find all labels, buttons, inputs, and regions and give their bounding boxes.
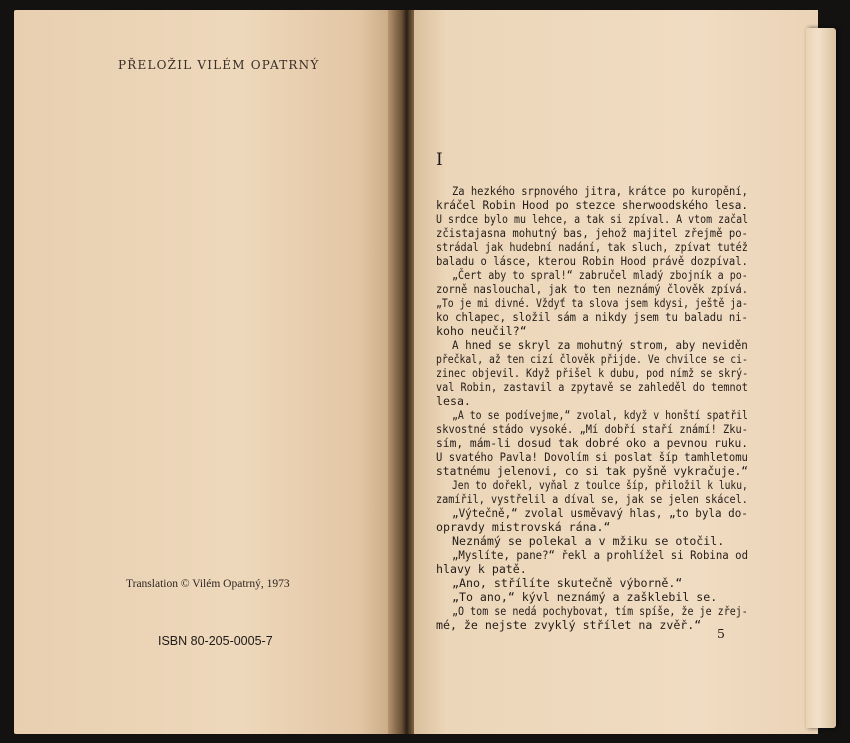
text-line: val Robin, zastavil a zpytavě se zahleděl do temnot — [436, 380, 748, 394]
text-line: baladu o lásce, kterou Robin Hood právě dozpíval. — [436, 254, 748, 268]
text-line: skvostné stádo vysoké. „Mí dobří staří známí! Zku- — [436, 422, 749, 436]
text-line: „O tom se nedá pochybovat, tím spíše, že je zřej- — [452, 604, 748, 618]
text-line: „Myslíte, pane?“ řekl a prohlížel si Robina od — [452, 548, 749, 562]
text-line: Za hezkého srpnového jitra, krátce po kuropění, — [452, 184, 748, 198]
text-line: „Výtečně,“ zvolal usměvavý hlas, „to byla do- — [452, 506, 748, 520]
text-line: „To je mi divné. Vždyť ta slova jsem kdysi, ještě ja- — [436, 296, 748, 310]
text-line: Neznámý se polekal a v mžiku se otočil. — [452, 534, 725, 548]
text-line: zamířil, vystřelil a díval se, jak se jelen skácel. — [436, 492, 748, 506]
text-line: strádal jak hudební nadání, tak sluch, zpívat tutéž — [436, 240, 748, 254]
text-line: A hned se skryl za mohutný strom, aby neviděn — [452, 338, 748, 352]
text-line: lesa. — [436, 394, 471, 408]
text-line: hlavy k patě. — [436, 562, 527, 576]
text-line: „A to se podívejme,“ zvolal, když v honští spatřil — [452, 408, 748, 422]
chapter-body-text — [436, 184, 748, 632]
text-line: U svatého Pavla! Dovolím si poslat šíp tamhletomu — [436, 450, 748, 464]
text-line: „Ano, střílíte skutečně výborně.“ — [452, 576, 683, 590]
text-line: statnému jelenovi, co si tak pyšně vykračuje.“ — [436, 464, 749, 478]
text-line: „To ano,“ kývl neznámý a zašklebil se. — [452, 590, 718, 604]
chapter-number: I — [436, 150, 443, 170]
text-line: zinec objevil. Když přišel k dubu, pod nímž se skrý- — [436, 366, 749, 380]
text-line: zorně naslouchal, jak to ten neznámý člověk zpívá. — [436, 282, 749, 296]
text-line: koho neučil?“ — [436, 324, 527, 338]
left-page — [14, 10, 390, 734]
text-line: ko chlapec, složil sám a nikdy jsem tu baladu ni- — [436, 310, 748, 324]
page-number: 5 — [717, 626, 725, 641]
text-line: U srdce bylo mu lehce, a tak si zpíval. A vtom začal — [436, 212, 749, 226]
translation-copyright: Translation © Vilém Opatrný, 1973 — [126, 578, 290, 590]
text-line: „Čert aby to spral!“ zabručel mladý zbojník a po- — [452, 268, 748, 282]
text-line: přečkal, až ten cizí člověk přijde. Ve chvilce se ci- — [436, 352, 748, 366]
isbn-number: ISBN 80-205-0005-7 — [158, 634, 273, 648]
text-line: Jen to dořekl, vyňal z toulce šíp, přiložil k luku, — [452, 478, 748, 492]
text-line: sím, mám-li dosud tak dobré oko a pevnou ruku. — [436, 436, 749, 450]
text-line: kráčel Robin Hood po stezce sherwoodského lesa. — [436, 198, 748, 212]
text-line: zčistajasna mohutný bas, jehož majitel zřejmě po- — [436, 226, 748, 240]
text-line: mé, že nejste zvyklý střílet na zvěř.“ — [436, 618, 702, 632]
text-line: opravdy mistrovská rána.“ — [436, 520, 611, 534]
translator-credit: PŘELOŽIL VILÉM OPATRNÝ — [118, 58, 320, 72]
page-edges — [806, 28, 836, 728]
